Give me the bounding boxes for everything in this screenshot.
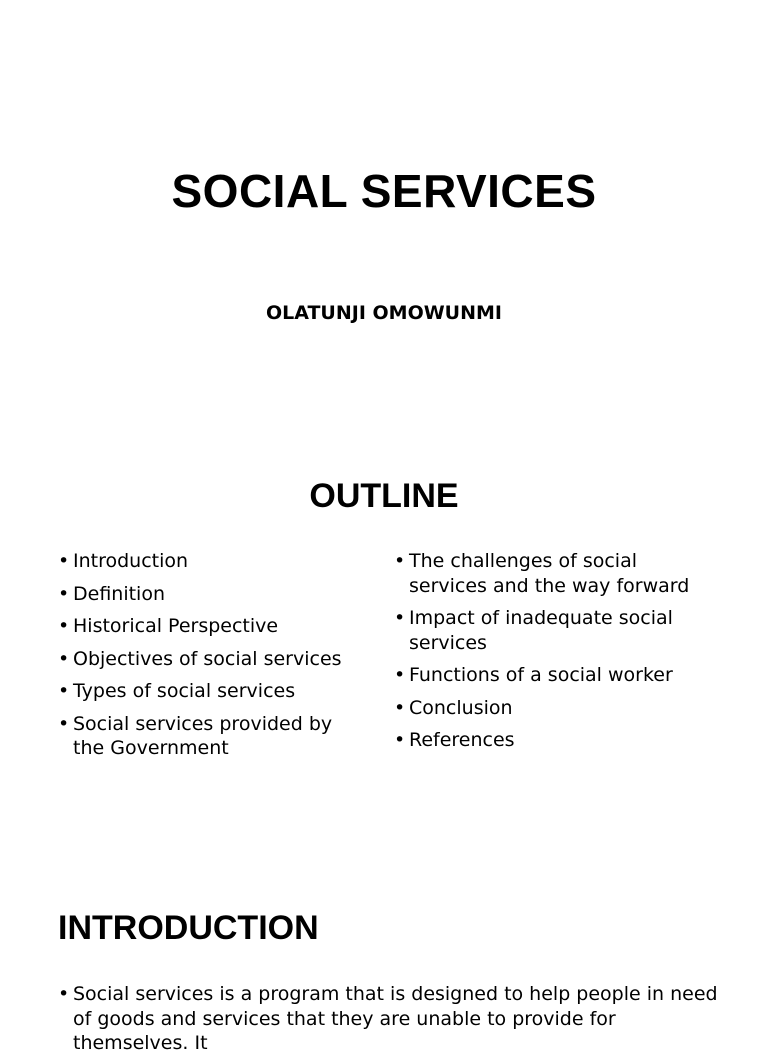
outline-slide xyxy=(0,432,768,864)
outline-item: • References xyxy=(394,728,714,753)
introduction-heading: INTRODUCTION xyxy=(58,909,319,947)
introduction-slide xyxy=(0,864,768,1054)
outline-item: • Impact of inadequate social services xyxy=(394,606,714,655)
introduction-list xyxy=(58,982,718,1064)
outline-item: • Objectives of social services xyxy=(58,647,368,672)
title-slide xyxy=(0,0,768,432)
outline-item: • The challenges of social services and the way forward xyxy=(394,549,714,598)
presentation-title: SOCIAL SERVICES xyxy=(171,165,597,217)
outline-item: • Functions of a social worker xyxy=(394,663,714,688)
outline-item: • Conclusion xyxy=(394,696,714,721)
outline-item: • Types of social services xyxy=(58,679,368,704)
outline-item: • Introduction xyxy=(58,549,368,574)
outline-item: • Social services provided by the Government xyxy=(58,712,368,761)
outline-heading: OUTLINE xyxy=(309,477,459,515)
outline-item: • Historical Perspective xyxy=(58,614,368,639)
outline-list-left xyxy=(58,549,368,769)
author-name: OLATUNJI OMOWUNMI xyxy=(265,302,502,324)
introduction-item: • Social services is a program that is designed to help people in need of goods and services that they are unable to provide for themselves. It xyxy=(58,982,718,1056)
outline-item: • Definition xyxy=(58,582,368,607)
outline-list-right xyxy=(394,549,714,761)
